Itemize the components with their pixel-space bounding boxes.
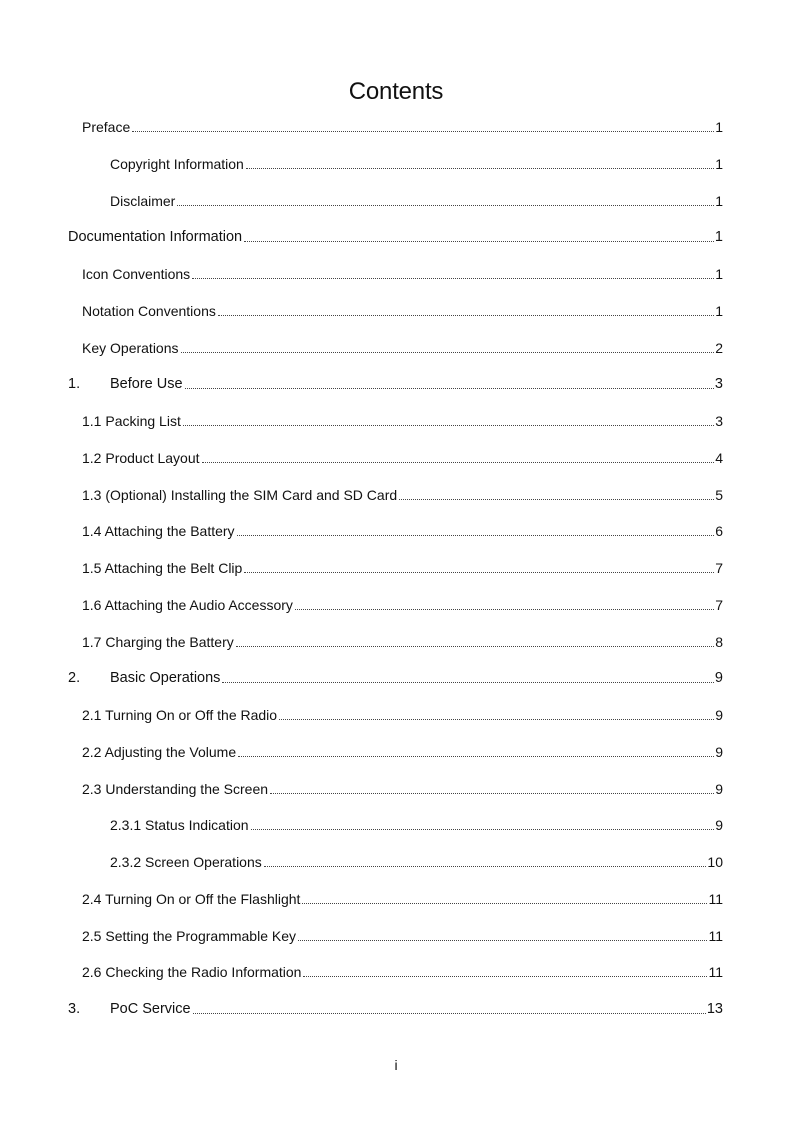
toc-dot-leader [244, 572, 714, 573]
toc-entry[interactable] [82, 486, 723, 504]
toc-entry-label: 2.3.2 Screen Operations [110, 854, 262, 870]
toc-entry-label: 2.3 Understanding the Screen [82, 781, 269, 797]
toc-entry[interactable] [110, 155, 723, 173]
toc-dot-leader [251, 829, 715, 830]
toc-entry-page: 13 [706, 1001, 723, 1017]
toc-dot-leader [192, 278, 714, 279]
toc-entry[interactable] [82, 780, 723, 798]
toc-entry-page: 8 [715, 634, 723, 650]
toc-entry-label: Icon Conventions [82, 266, 191, 282]
toc-entry-label: Key Operations [82, 340, 179, 356]
toc-entry-label: 1.6 Attaching the Audio Accessory [82, 597, 293, 613]
toc-entry-page: 11 [708, 891, 723, 907]
toc-entry-page: 1 [715, 193, 723, 209]
toc-entry[interactable] [82, 449, 723, 467]
toc-entry-page: 2 [715, 340, 723, 356]
toc-entry-label: Preface [82, 119, 131, 135]
toc-entry-label: 2.5 Setting the Programmable Key [82, 928, 297, 944]
toc-entry-page: 9 [715, 781, 723, 797]
toc-dot-leader [202, 462, 715, 463]
toc-entry-page: 11 [708, 928, 723, 944]
toc-entry[interactable] [82, 890, 723, 908]
toc-entry-label: 1.2 Product Layout [82, 450, 200, 466]
toc-entry-label: 1.3 (Optional) Installing the SIM Card and SD Card [82, 487, 398, 503]
toc-entry-label: 2.2 Adjusting the Volume [82, 744, 237, 760]
toc-dot-leader [132, 131, 714, 132]
toc-entry-label: 1.1 Packing List [82, 413, 181, 429]
toc-entry-label: 1.7 Charging the Battery [82, 634, 234, 650]
toc-dot-leader [302, 903, 707, 904]
toc-entry-page: 1 [715, 303, 723, 319]
toc-entry[interactable] [82, 927, 723, 945]
toc-entry-label: Disclaimer [110, 193, 176, 209]
toc-entry[interactable] [68, 228, 723, 246]
toc-entry-page: 1 [714, 229, 723, 245]
toc-entry-page: 9 [715, 707, 723, 723]
toc-entry-label: Notation Conventions [82, 303, 216, 319]
toc-entry[interactable] [82, 118, 723, 136]
toc-entry-page: 1 [715, 119, 723, 135]
toc-entry-label: 2.4 Turning On or Off the Flashlight [82, 891, 301, 907]
toc-entry-page: 11 [708, 964, 723, 980]
toc-entry-label: 2.1 Turning On or Off the Radio [82, 707, 278, 723]
toc-entry[interactable] [82, 302, 723, 320]
toc-entry-page: 1 [715, 266, 723, 282]
toc-entry[interactable] [68, 1000, 723, 1018]
toc-entry[interactable] [110, 192, 723, 210]
toc-entry[interactable] [82, 706, 723, 724]
toc-entry-number: 3. [68, 1001, 81, 1017]
toc-dot-leader [270, 793, 714, 794]
toc-entry-label: Basic Operations [110, 670, 221, 686]
toc-entry-label: Documentation Information [68, 229, 243, 245]
toc-entry-page: 1 [715, 156, 723, 172]
toc-entry-number: 1. [68, 376, 81, 392]
toc-entry-page: 5 [715, 487, 723, 503]
toc-dot-leader [237, 535, 715, 536]
page-title: Contents [348, 78, 444, 105]
toc-dot-leader [246, 168, 714, 169]
toc-dot-leader [238, 756, 714, 757]
toc-entry[interactable] [68, 669, 723, 687]
toc-dot-leader [193, 1013, 706, 1014]
toc-entry-label: 1.5 Attaching the Belt Clip [82, 560, 243, 576]
toc-entry-page: 7 [715, 560, 723, 576]
toc-dot-leader [279, 719, 714, 720]
toc-entry-page: 6 [715, 523, 723, 539]
toc-entry-label: 1.4 Attaching the Battery [82, 523, 235, 539]
toc-dot-leader [295, 609, 714, 610]
toc-entry-page: 3 [715, 413, 723, 429]
toc-entry-label: 2.3.1 Status Indication [110, 817, 249, 833]
toc-entry[interactable] [82, 633, 723, 651]
toc-entry-page: 3 [714, 376, 723, 392]
toc-entry[interactable] [68, 375, 723, 393]
page-number: i [394, 1057, 398, 1073]
toc-entry[interactable] [82, 412, 723, 430]
toc-entry[interactable] [110, 853, 723, 871]
toc-entry-label: Copyright Information [110, 156, 244, 172]
toc-dot-leader [303, 976, 707, 977]
toc-entry[interactable] [82, 559, 723, 577]
toc-dot-leader [222, 682, 714, 683]
toc-entry[interactable] [82, 963, 723, 981]
toc-entry-page: 4 [715, 450, 723, 466]
toc-entry-page: 9 [715, 817, 723, 833]
toc-entry[interactable] [82, 265, 723, 283]
toc-dot-leader [298, 940, 707, 941]
toc-entry-label: PoC Service [110, 1001, 191, 1017]
toc-entry[interactable] [82, 743, 723, 761]
toc-entry[interactable] [82, 339, 723, 357]
toc-entry-page: 9 [714, 670, 723, 686]
toc-dot-leader [181, 352, 715, 353]
toc-entry[interactable] [82, 596, 723, 614]
toc-dot-leader [183, 425, 714, 426]
toc-entry[interactable] [110, 816, 723, 834]
toc-dot-leader [218, 315, 714, 316]
toc-entry-number: 2. [68, 670, 81, 686]
toc-dot-leader [185, 388, 714, 389]
toc-entry-label: 2.6 Checking the Radio Information [82, 964, 302, 980]
toc-entry-page: 7 [715, 597, 723, 613]
toc-entry-page: 10 [707, 854, 723, 870]
toc-entry-label: Before Use [110, 376, 183, 392]
toc-entry-page: 9 [715, 744, 723, 760]
toc-dot-leader [236, 646, 714, 647]
toc-dot-leader [264, 866, 707, 867]
toc-dot-leader [244, 241, 714, 242]
toc-dot-leader [399, 499, 714, 500]
toc-entry[interactable] [82, 522, 723, 540]
toc-dot-leader [177, 205, 714, 206]
